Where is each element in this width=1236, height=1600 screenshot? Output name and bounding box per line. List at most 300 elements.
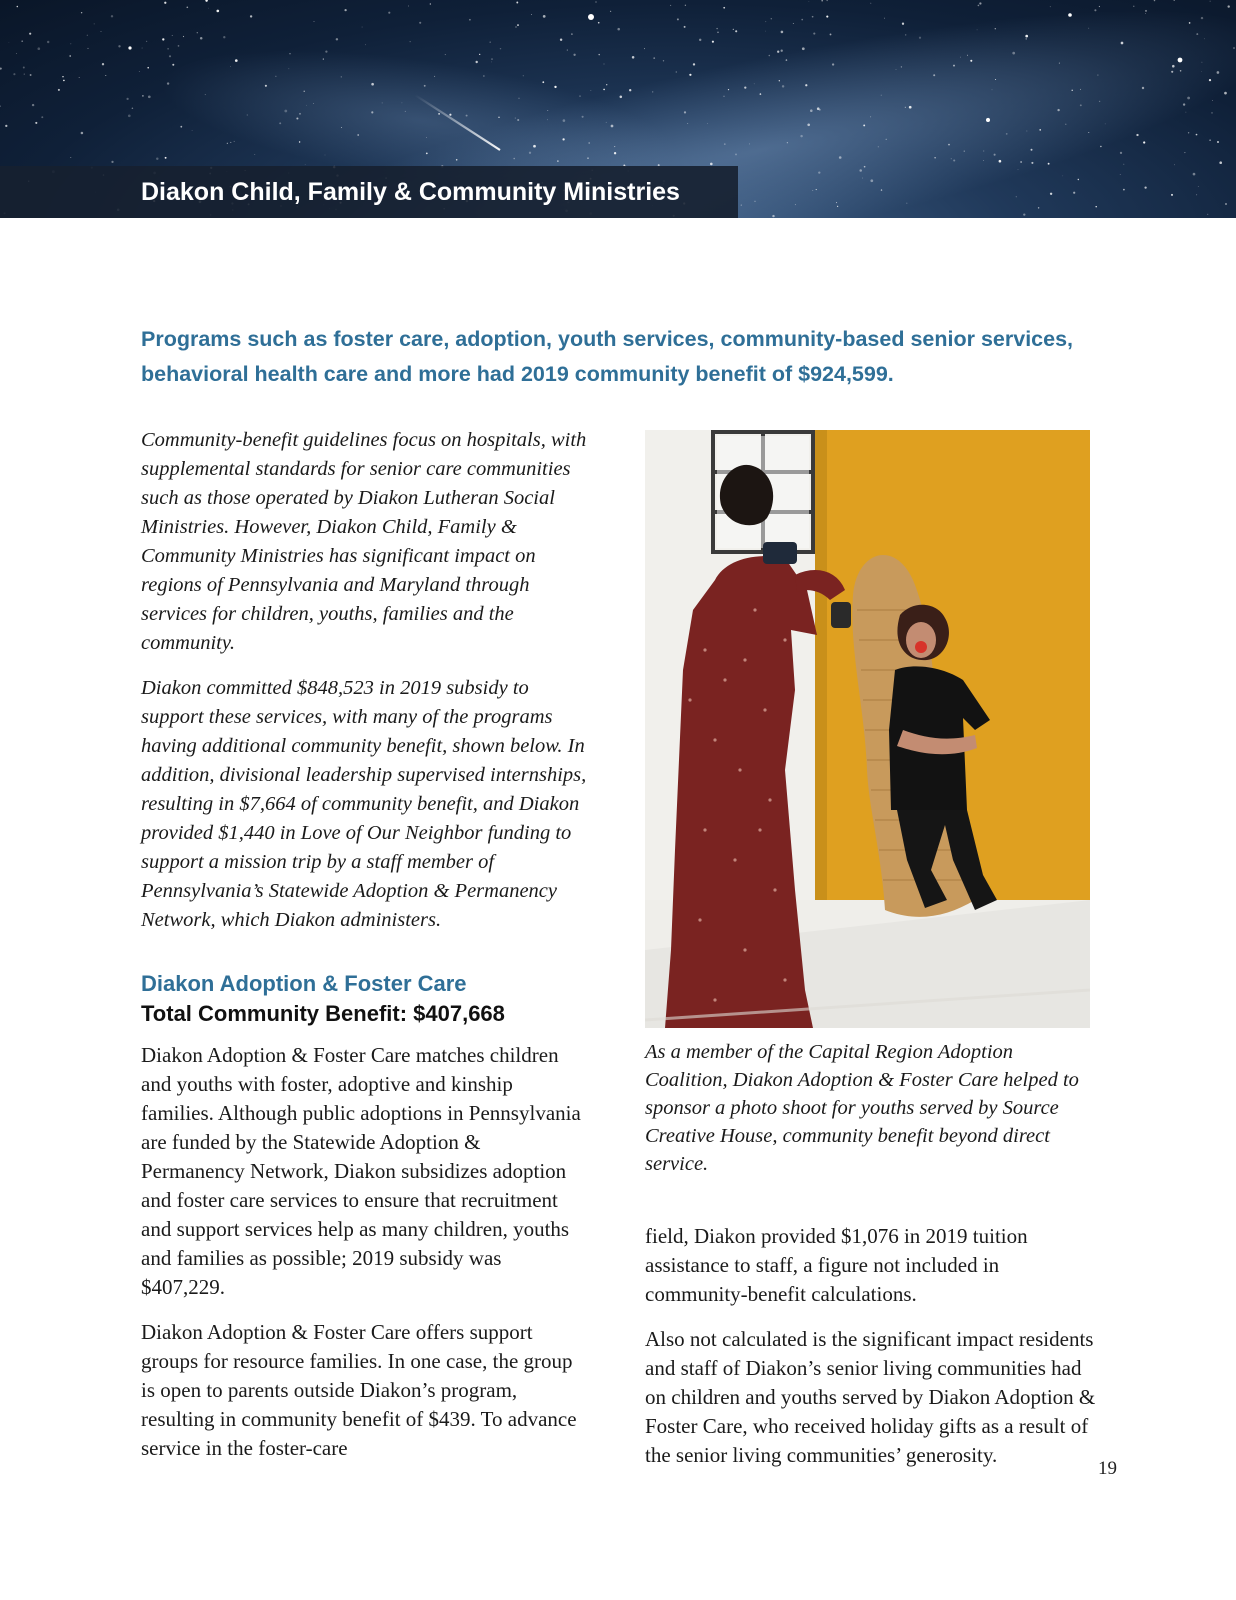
photo-shoot-image	[645, 430, 1090, 1028]
star	[192, 130, 193, 131]
star	[111, 161, 113, 163]
star	[563, 119, 566, 122]
star	[1099, 6, 1100, 7]
star	[1201, 71, 1202, 72]
star	[765, 21, 766, 22]
star	[884, 18, 885, 19]
header-banner	[0, 0, 1236, 218]
star	[614, 146, 615, 147]
star	[456, 159, 458, 161]
star	[812, 190, 813, 191]
star	[1189, 22, 1191, 24]
star	[234, 141, 235, 142]
star	[1120, 152, 1122, 154]
star	[755, 201, 756, 202]
star	[749, 143, 750, 144]
star	[1144, 186, 1146, 188]
star	[1211, 112, 1212, 113]
star	[167, 48, 169, 50]
star	[603, 89, 605, 91]
star	[223, 36, 225, 38]
star	[598, 54, 599, 55]
star	[94, 23, 95, 24]
star	[934, 157, 935, 158]
star	[1100, 146, 1101, 147]
star	[81, 132, 84, 135]
star	[401, 102, 402, 103]
star	[147, 67, 149, 69]
star	[567, 50, 568, 51]
star	[275, 76, 276, 77]
star	[523, 75, 524, 76]
star	[24, 74, 25, 75]
star	[483, 75, 484, 76]
star	[1154, 0, 1156, 1]
star	[554, 86, 556, 88]
star	[126, 98, 128, 100]
star	[1050, 193, 1052, 195]
star	[230, 66, 231, 67]
star	[716, 28, 717, 29]
star	[836, 202, 837, 203]
star	[9, 42, 10, 43]
star	[816, 189, 817, 190]
star	[357, 134, 359, 136]
star	[1172, 65, 1175, 68]
star	[771, 18, 772, 19]
star	[964, 151, 965, 152]
star	[1133, 6, 1134, 7]
star	[167, 82, 169, 84]
star	[724, 143, 726, 145]
star	[529, 152, 531, 154]
star	[805, 84, 807, 86]
star	[881, 189, 882, 190]
star	[1201, 17, 1203, 19]
star	[362, 27, 363, 28]
star	[1183, 103, 1185, 105]
star	[1120, 174, 1121, 175]
star	[604, 64, 605, 65]
star	[47, 41, 49, 43]
star	[70, 157, 71, 158]
star	[1012, 52, 1015, 55]
star	[205, 0, 207, 2]
star	[999, 160, 1002, 163]
star	[87, 35, 88, 36]
star	[810, 109, 813, 112]
star	[812, 16, 814, 18]
star	[781, 50, 783, 52]
star	[614, 152, 616, 154]
star	[449, 114, 451, 116]
star	[547, 119, 548, 120]
star	[1196, 194, 1197, 195]
star	[562, 138, 564, 140]
star	[101, 31, 102, 32]
star	[813, 33, 815, 35]
star	[227, 143, 228, 144]
star	[128, 114, 131, 117]
star	[1224, 92, 1227, 95]
star	[547, 110, 548, 111]
star	[710, 163, 713, 166]
star	[208, 8, 209, 9]
star	[782, 85, 784, 87]
star	[579, 95, 580, 96]
star	[1233, 47, 1235, 49]
left-column	[141, 426, 589, 1479]
star	[1193, 173, 1196, 176]
body-paragraph-1: Diakon Adoption & Foster Care matches children and youths with foster, adoptive and kinship families. Although public adoptions in Pennsylvania are funded by the Statewide Adoption & Permanency Network, Diakon subsidizes adoption and foster care services to ensure that recruitment and support services help as many children, youths and families as possible; 2019 subsidy was $407,229.	[141, 1043, 581, 1299]
star	[754, 83, 755, 84]
star	[979, 2, 981, 4]
star	[1020, 161, 1022, 163]
star	[1027, 131, 1028, 132]
star	[735, 153, 737, 155]
star	[1212, 100, 1213, 101]
star	[610, 11, 611, 12]
star	[830, 33, 832, 35]
star	[760, 93, 762, 95]
star	[870, 3, 871, 4]
star	[919, 37, 921, 39]
star	[178, 45, 180, 47]
star	[1071, 90, 1072, 91]
star	[632, 56, 635, 59]
star	[809, 1, 810, 2]
star	[1219, 161, 1222, 164]
star	[863, 124, 865, 126]
star	[186, 6, 188, 8]
star	[299, 113, 301, 115]
star	[588, 142, 590, 144]
star	[325, 50, 327, 52]
star	[769, 55, 771, 57]
star	[0, 105, 1, 107]
star	[306, 105, 307, 106]
star	[606, 122, 607, 123]
star	[314, 21, 315, 22]
star	[38, 47, 41, 50]
star	[862, 178, 863, 179]
star	[23, 67, 25, 69]
star	[1059, 63, 1060, 64]
star	[29, 33, 31, 35]
star	[118, 45, 120, 47]
star	[787, 142, 788, 143]
star	[995, 28, 996, 29]
star	[864, 166, 866, 168]
star	[142, 95, 144, 97]
star	[0, 68, 2, 70]
star	[587, 158, 588, 159]
star	[1174, 0, 1175, 1]
star	[516, 2, 518, 4]
star	[341, 76, 342, 77]
star	[1201, 62, 1202, 63]
star	[41, 116, 43, 118]
star	[905, 34, 906, 35]
star	[717, 31, 719, 33]
star	[180, 126, 182, 128]
star	[800, 135, 802, 137]
star	[518, 98, 519, 99]
star	[88, 48, 89, 49]
star	[826, 16, 828, 18]
star	[901, 66, 902, 67]
star	[617, 28, 620, 31]
star	[663, 60, 664, 61]
star	[1142, 87, 1144, 89]
star	[1171, 194, 1173, 196]
star	[299, 141, 300, 142]
star	[983, 160, 984, 161]
star	[777, 51, 779, 53]
star	[1088, 28, 1089, 29]
star	[469, 19, 471, 21]
star	[102, 63, 104, 65]
star	[953, 159, 955, 161]
star	[533, 145, 536, 148]
star	[1136, 134, 1138, 136]
intro-paragraph-1: Community-benefit guidelines focus on hospitals, with supplemental standards for senior care communities such as those operated by Diakon Lutheran Social Ministries. However, Diakon Child, Family & Community Ministries has significant impact on regions of Pennsylvania and Maryland through services for children, youths, families and the community.	[141, 429, 587, 654]
photo-caption: As a member of the Capital Region Adoption Coalition, Diakon Adoption & Foster Care helped to sponsor a photo shoot for youths served by Source Creative House, community benefit beyond direct service.	[645, 1041, 1079, 1175]
star	[62, 76, 63, 77]
star	[146, 41, 147, 42]
star	[424, 85, 426, 87]
star	[724, 96, 725, 97]
star	[1209, 79, 1211, 81]
star	[183, 36, 184, 37]
star	[977, 29, 978, 30]
star	[819, 109, 821, 111]
star	[886, 139, 887, 140]
star	[837, 206, 838, 207]
star	[388, 12, 390, 14]
star	[741, 205, 742, 206]
star	[498, 117, 499, 118]
star	[371, 111, 373, 113]
star	[254, 154, 255, 155]
star	[325, 155, 326, 156]
star	[1207, 214, 1208, 215]
star	[479, 54, 480, 55]
star	[629, 89, 631, 91]
star	[63, 80, 65, 82]
star	[1094, 9, 1096, 11]
star	[531, 14, 532, 15]
star	[81, 12, 82, 13]
star	[382, 102, 383, 103]
star	[606, 84, 607, 85]
star	[434, 76, 435, 77]
star	[807, 123, 810, 126]
star	[1184, 152, 1185, 153]
star	[162, 38, 164, 40]
star	[517, 119, 519, 121]
star	[408, 6, 409, 7]
star	[728, 89, 729, 90]
star	[1095, 206, 1096, 207]
star	[983, 151, 984, 152]
star	[513, 158, 515, 160]
star	[1145, 10, 1147, 12]
star	[781, 31, 784, 34]
star	[323, 59, 324, 60]
star	[21, 40, 23, 42]
star	[148, 95, 151, 98]
star	[596, 2, 597, 3]
star	[707, 123, 708, 124]
star	[426, 137, 427, 138]
star	[948, 144, 950, 146]
star	[79, 77, 80, 78]
star	[304, 91, 305, 92]
star	[978, 5, 980, 7]
star	[1209, 139, 1211, 141]
star	[905, 107, 906, 108]
star	[105, 75, 106, 76]
star	[1018, 169, 1019, 170]
star	[907, 203, 908, 204]
star	[1031, 162, 1033, 164]
star	[1050, 6, 1051, 7]
star	[1099, 101, 1100, 102]
star	[995, 79, 996, 80]
star	[670, 5, 671, 6]
star	[164, 2, 166, 4]
star	[881, 95, 882, 96]
star	[197, 32, 198, 33]
star	[1198, 186, 1199, 187]
star	[142, 48, 143, 49]
star	[205, 94, 206, 95]
star	[1026, 38, 1027, 39]
star	[169, 55, 171, 57]
star	[1025, 35, 1028, 38]
star	[69, 55, 71, 57]
section-heading: Diakon Adoption & Foster Care	[141, 971, 467, 996]
star	[652, 91, 653, 92]
star	[1123, 189, 1125, 191]
star	[1073, 192, 1075, 194]
star	[1186, 112, 1187, 113]
star	[795, 204, 796, 205]
star	[341, 127, 342, 128]
star	[687, 123, 688, 124]
star	[279, 122, 281, 124]
star	[250, 15, 252, 17]
body-paragraph-4: Also not calculated is the significant impact residents and staff of Diakon’s senior living communities had on children and youths served by Diakon Adoption & Foster Care, who received holiday gifts as a result of the senior living communities’ generosity.	[645, 1327, 1096, 1467]
star	[172, 35, 173, 36]
star	[1225, 203, 1227, 205]
star	[653, 57, 655, 59]
star	[517, 24, 519, 26]
star	[772, 215, 774, 217]
star	[953, 65, 955, 67]
star	[1145, 13, 1146, 14]
star	[410, 41, 411, 42]
star	[172, 64, 174, 66]
star	[832, 63, 834, 65]
star	[365, 44, 366, 45]
star	[247, 114, 248, 115]
star	[265, 85, 267, 87]
star	[284, 110, 287, 113]
lead-statement: Programs such as foster care, adoption, youth services, community-based senior services, behavioral health care and more had 2019 community benefit of $924,599.	[141, 327, 1074, 386]
star	[765, 31, 766, 32]
star	[1217, 71, 1220, 74]
photo-illustration	[645, 430, 1090, 1028]
star	[1097, 75, 1098, 76]
star	[1187, 97, 1190, 100]
star	[802, 47, 805, 50]
star	[684, 26, 686, 28]
star	[230, 142, 231, 143]
star	[500, 48, 501, 49]
star	[1188, 132, 1189, 133]
star	[200, 37, 203, 40]
star	[491, 62, 492, 63]
star	[445, 54, 446, 55]
star	[933, 74, 935, 76]
star	[723, 7, 725, 9]
star	[902, 23, 904, 25]
star	[405, 111, 406, 112]
star	[839, 156, 842, 159]
star	[896, 69, 897, 70]
star	[951, 158, 952, 159]
star	[515, 118, 516, 119]
star	[909, 106, 912, 109]
star	[132, 107, 134, 109]
star	[779, 80, 780, 81]
star	[515, 26, 516, 27]
star	[573, 54, 575, 56]
star	[685, 5, 686, 6]
star	[430, 3, 431, 4]
star	[1048, 163, 1050, 165]
star	[1023, 213, 1025, 215]
star	[1204, 38, 1205, 39]
intro-paragraph-2: Diakon committed $848,523 in 2019 subsidy to support these services, with many of the programs having additional community benefit, shown below. In addition, divisional leadership supervised internships, resulting in $7,664 of community benefit, and Diakon provided $1,440 in Love of Our Neighbor funding to support a mission trip by a staff member of Pennsylvania’s Statewide Adoption & Permanency Network, which Diakon administers.	[141, 677, 587, 931]
star	[156, 158, 158, 160]
star	[560, 39, 562, 41]
page-number: 19	[1098, 1458, 1117, 1479]
star	[1228, 5, 1230, 7]
star	[827, 0, 828, 1]
star	[426, 152, 428, 154]
star	[1006, 133, 1008, 135]
body-paragraph-3: field, Diakon provided $1,076 in 2019 tuition assistance to staff, a figure not included in community-benefit calculations.	[645, 1224, 1028, 1306]
star	[733, 29, 734, 30]
star	[296, 117, 298, 119]
star	[712, 41, 714, 43]
star	[582, 116, 584, 118]
star	[438, 113, 440, 115]
star	[571, 33, 573, 35]
star	[1123, 164, 1124, 165]
star	[689, 74, 691, 76]
star	[878, 147, 879, 148]
star	[992, 89, 993, 90]
star	[970, 60, 972, 62]
star	[676, 72, 677, 73]
star	[591, 90, 592, 91]
star	[542, 81, 544, 83]
star	[289, 53, 290, 54]
